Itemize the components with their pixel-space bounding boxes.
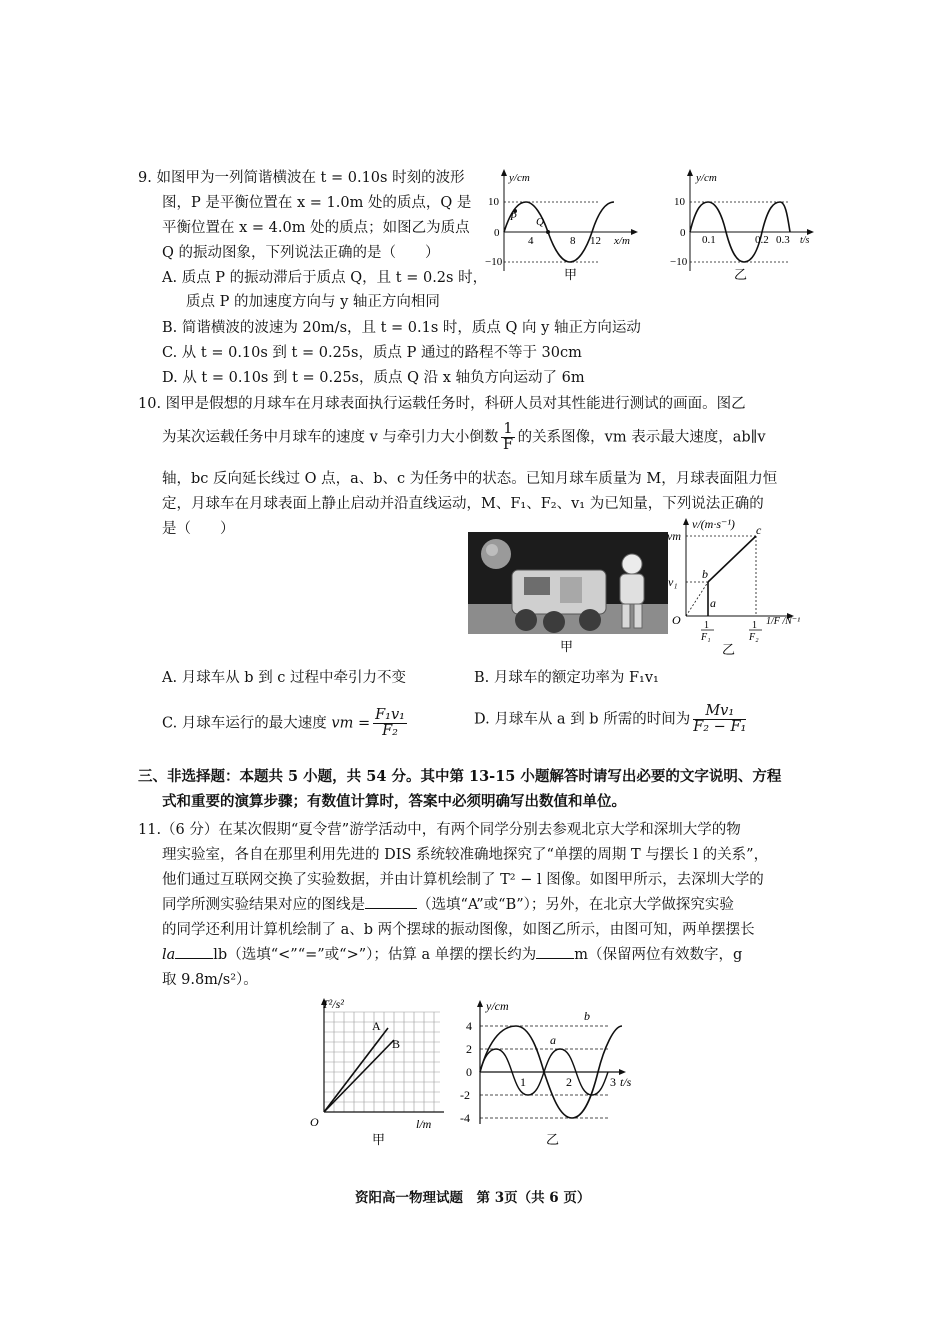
q11-jia-origin: O bbox=[310, 1115, 319, 1129]
wave-ymin: −10 bbox=[485, 256, 503, 268]
q11-jia-label-a: A bbox=[372, 1019, 381, 1033]
q10-graph-a: a bbox=[710, 596, 716, 610]
q10-option-b: B. 月球车的额定功率为 F₁v₁ bbox=[474, 670, 659, 686]
point-q-marker bbox=[546, 230, 550, 234]
q11-jia-ylabel: T²/s² bbox=[322, 997, 344, 1011]
q11-stem-line3: 他们通过互联网交换了实验数据，并由计算机绘制了 T² − l 图像。如图甲所示，去深圳大学的 bbox=[162, 872, 764, 888]
q10-graph-origin: O bbox=[672, 613, 681, 627]
wave-xtick-12: 12 bbox=[590, 235, 601, 247]
q11-pendulum-vibration-graph bbox=[454, 996, 650, 1148]
q11-yi-ytick-4: 4 bbox=[466, 1019, 472, 1033]
wave-xtick-8: 8 bbox=[570, 235, 576, 247]
q10-stem-line1: 10. 图甲是假想的月球车在月球表面执行运载任务时，科研人员对其性能进行测试的画面。图乙 bbox=[138, 396, 746, 412]
vib-ymax: 10 bbox=[674, 196, 685, 208]
q10-graph-c: c bbox=[756, 523, 762, 537]
section3-heading-line2: 式和重要的演算步骤；有数值计算时，答案中必须明确写出数值和单位。 bbox=[162, 793, 626, 810]
vib-origin: 0 bbox=[680, 227, 686, 239]
q11-stem-line1: 11.（6 分）在某次假期“夏令营”游学活动中，有两个同学分别去参观北京大学和深圳大学的物 bbox=[138, 822, 741, 838]
q10-tick2-den: F₂ bbox=[749, 632, 759, 643]
q11-yi-ytick-neg4: -4 bbox=[460, 1111, 470, 1125]
segment-bc bbox=[708, 536, 756, 582]
blank-line-choice[interactable] bbox=[365, 908, 417, 909]
rover-photo-caption: 甲 bbox=[560, 639, 574, 654]
vib-ttick-2: 0.2 bbox=[755, 234, 769, 246]
wave-xtick-4: 4 bbox=[528, 235, 534, 247]
q9-vibration-graph bbox=[660, 165, 820, 285]
q10-stem-line3: 轴，bc 反向延长线过 O 点，a、b、c 为任务中的状态。已知月球车质量为 M，月球表面阻力恒 bbox=[162, 471, 778, 487]
q10-graph-vm: vm bbox=[667, 529, 681, 543]
vib-ylabel: y/cm bbox=[696, 172, 717, 184]
q9-option-a-line1: A. 质点 P 的振动滞后于质点 Q，且 t = 0.2s 时， bbox=[162, 270, 488, 286]
q11-T2-l-graph bbox=[304, 992, 454, 1148]
q11-yi-label-b: b bbox=[584, 1009, 590, 1023]
q10-tick2-num: 1 bbox=[752, 620, 757, 631]
q10-graph-xlabel: 1/F /N⁻¹ bbox=[766, 616, 801, 627]
q10-option-a: A. 月球车从 b 到 c 过程中牵引力不变 bbox=[162, 670, 407, 686]
q11-yi-ytick-2: 2 bbox=[466, 1042, 472, 1056]
q10-option-d: D. 月球车从 a 到 b 所需的时间为 $\frac{\text{Mv₁}}{\text{F₂ − F₁}}$ bbox=[474, 703, 747, 735]
q9-stem-line4: Q 的振动图象，下列说法正确的是（ ） bbox=[162, 245, 440, 261]
q9-option-b: B. 简谐横波的波速为 20m/s，且 t = 0.1s 时，质点 Q 向 y 轴正方向运动 bbox=[162, 320, 641, 336]
wave-xlabel: x/m bbox=[614, 235, 630, 247]
q10-graph-v1: v₁ bbox=[668, 575, 678, 589]
q11-yi-ylabel: y/cm bbox=[486, 999, 509, 1013]
q9-option-c: C. 从 t = 0.10s 到 t = 0.25s，质点 P 通过的路程不等于 30cm bbox=[162, 345, 582, 361]
q10-stem-line5: 是（ ） bbox=[162, 521, 235, 537]
q11-jia-xlabel: l/m bbox=[416, 1117, 432, 1131]
q10-tick1-den: F₁ bbox=[701, 632, 711, 643]
q10-graph-b: b bbox=[702, 567, 708, 581]
astronaut-image bbox=[622, 554, 642, 574]
q9-option-d: D. 从 t = 0.10s 到 t = 0.25s，质点 Q 沿 x 轴负方向运动了 6m bbox=[162, 370, 585, 386]
q11-yi-ytick-neg2: -2 bbox=[460, 1088, 470, 1102]
q9-stem-line1: 9. 如图甲为一列简谐横波在 t = 0.10s 时刻的波形 bbox=[138, 170, 465, 186]
wave-caption: 甲 bbox=[564, 267, 578, 282]
q9-stem-line3: 平衡位置在 x = 4.0m 处的质点；如图乙为质点 bbox=[162, 220, 470, 236]
wave-ymax: 10 bbox=[488, 196, 499, 208]
vib-ttick-1: 0.1 bbox=[702, 234, 716, 246]
q10-v-1overF-graph bbox=[666, 512, 816, 658]
moon-rover-photo bbox=[468, 532, 668, 656]
q10-stem-line4: 定，月球车在月球表面上静止启动并沿直线运动，M、F₁、F₂、v₁ 为已知量，下列说法正确的 bbox=[162, 496, 764, 512]
vib-ymin: −10 bbox=[670, 256, 688, 268]
q10-graph-caption: 乙 bbox=[722, 642, 736, 657]
q10-option-c: C. 月球车运行的最大速度 vm = $\frac{\text{F₁v₁}}{\text{F₂}}$ bbox=[162, 707, 405, 739]
q11-stem-line7: 取 9.8m/s²）。 bbox=[162, 972, 258, 988]
line-b bbox=[324, 1040, 394, 1112]
q11-stem-line6: la lb（选填“<”“=”或“>”）；估算 a 单摆的摆长约为 m（保留两位有效数字，g bbox=[162, 947, 743, 963]
q11-yi-ttick-1: 1 bbox=[520, 1075, 526, 1089]
q11-jia-label-b: B bbox=[392, 1037, 401, 1051]
q9-wave-graph bbox=[484, 165, 644, 285]
q10-stem-line2: 为某次运载任务中月球车的速度 v 与牵引力大小倒数 $\frac{1}{F}$ 的关系图像，vm 表示最大速度，ab∥v bbox=[162, 421, 766, 453]
q10-tick1-num: 1 bbox=[704, 620, 709, 631]
q11-yi-ttick-3: 3 bbox=[610, 1075, 616, 1089]
q11-stem-line5: 的同学还利用计算机绘制了 a、b 两个摆球的振动图像，如图乙所示，由图可知，两单摆摆长 bbox=[162, 922, 755, 938]
q10-graph-ylabel: v/(m·s⁻¹) bbox=[692, 517, 735, 531]
q11-stem-line4: 同学所测实验结果对应的图线是 （选填“A”或“B”）；另外，在北京大学做探究实验 bbox=[162, 897, 734, 913]
wave-ylabel: y/cm bbox=[509, 172, 530, 184]
blank-length-compare[interactable] bbox=[175, 958, 213, 959]
wave-origin: 0 bbox=[494, 227, 500, 239]
wave-label-q: Q bbox=[536, 216, 544, 228]
blank-length-value[interactable] bbox=[536, 958, 574, 959]
vib-ttick-3: 0.3 bbox=[776, 234, 790, 246]
vib-caption: 乙 bbox=[734, 267, 748, 282]
q11-yi-xlabel: t/s bbox=[620, 1075, 632, 1089]
line-a bbox=[324, 1028, 388, 1112]
q11-stem-line2: 理实验室，各自在那里利用先进的 DIS 系统较准确地探究了“单摆的周期 T 与摆长 l 的关系”， bbox=[162, 847, 769, 863]
q11-yi-ytick-0: 0 bbox=[466, 1065, 472, 1079]
q11-yi-label-a: a bbox=[550, 1033, 556, 1047]
page-footer: 资阳高一物理试题 第 3页（共 6 页） bbox=[355, 1190, 591, 1206]
q9-stem-line2: 图，P 是平衡位置在 x = 1.0m 处的质点，Q 是 bbox=[162, 195, 472, 211]
q11-yi-caption: 乙 bbox=[546, 1132, 560, 1147]
q11-yi-ttick-2: 2 bbox=[566, 1075, 572, 1089]
q9-option-a-line2: 质点 P 的加速度方向与 y 轴正方向相同 bbox=[186, 294, 440, 310]
vib-xlabel: t/s bbox=[800, 235, 810, 246]
section3-heading-line1: 三、非选择题：本题共 5 小题，共 54 分。其中第 13-15 小题解答时请写出必要的文字说明、方程 bbox=[138, 768, 782, 785]
q11-jia-caption: 甲 bbox=[372, 1132, 386, 1147]
wave-label-p: P bbox=[510, 211, 517, 223]
